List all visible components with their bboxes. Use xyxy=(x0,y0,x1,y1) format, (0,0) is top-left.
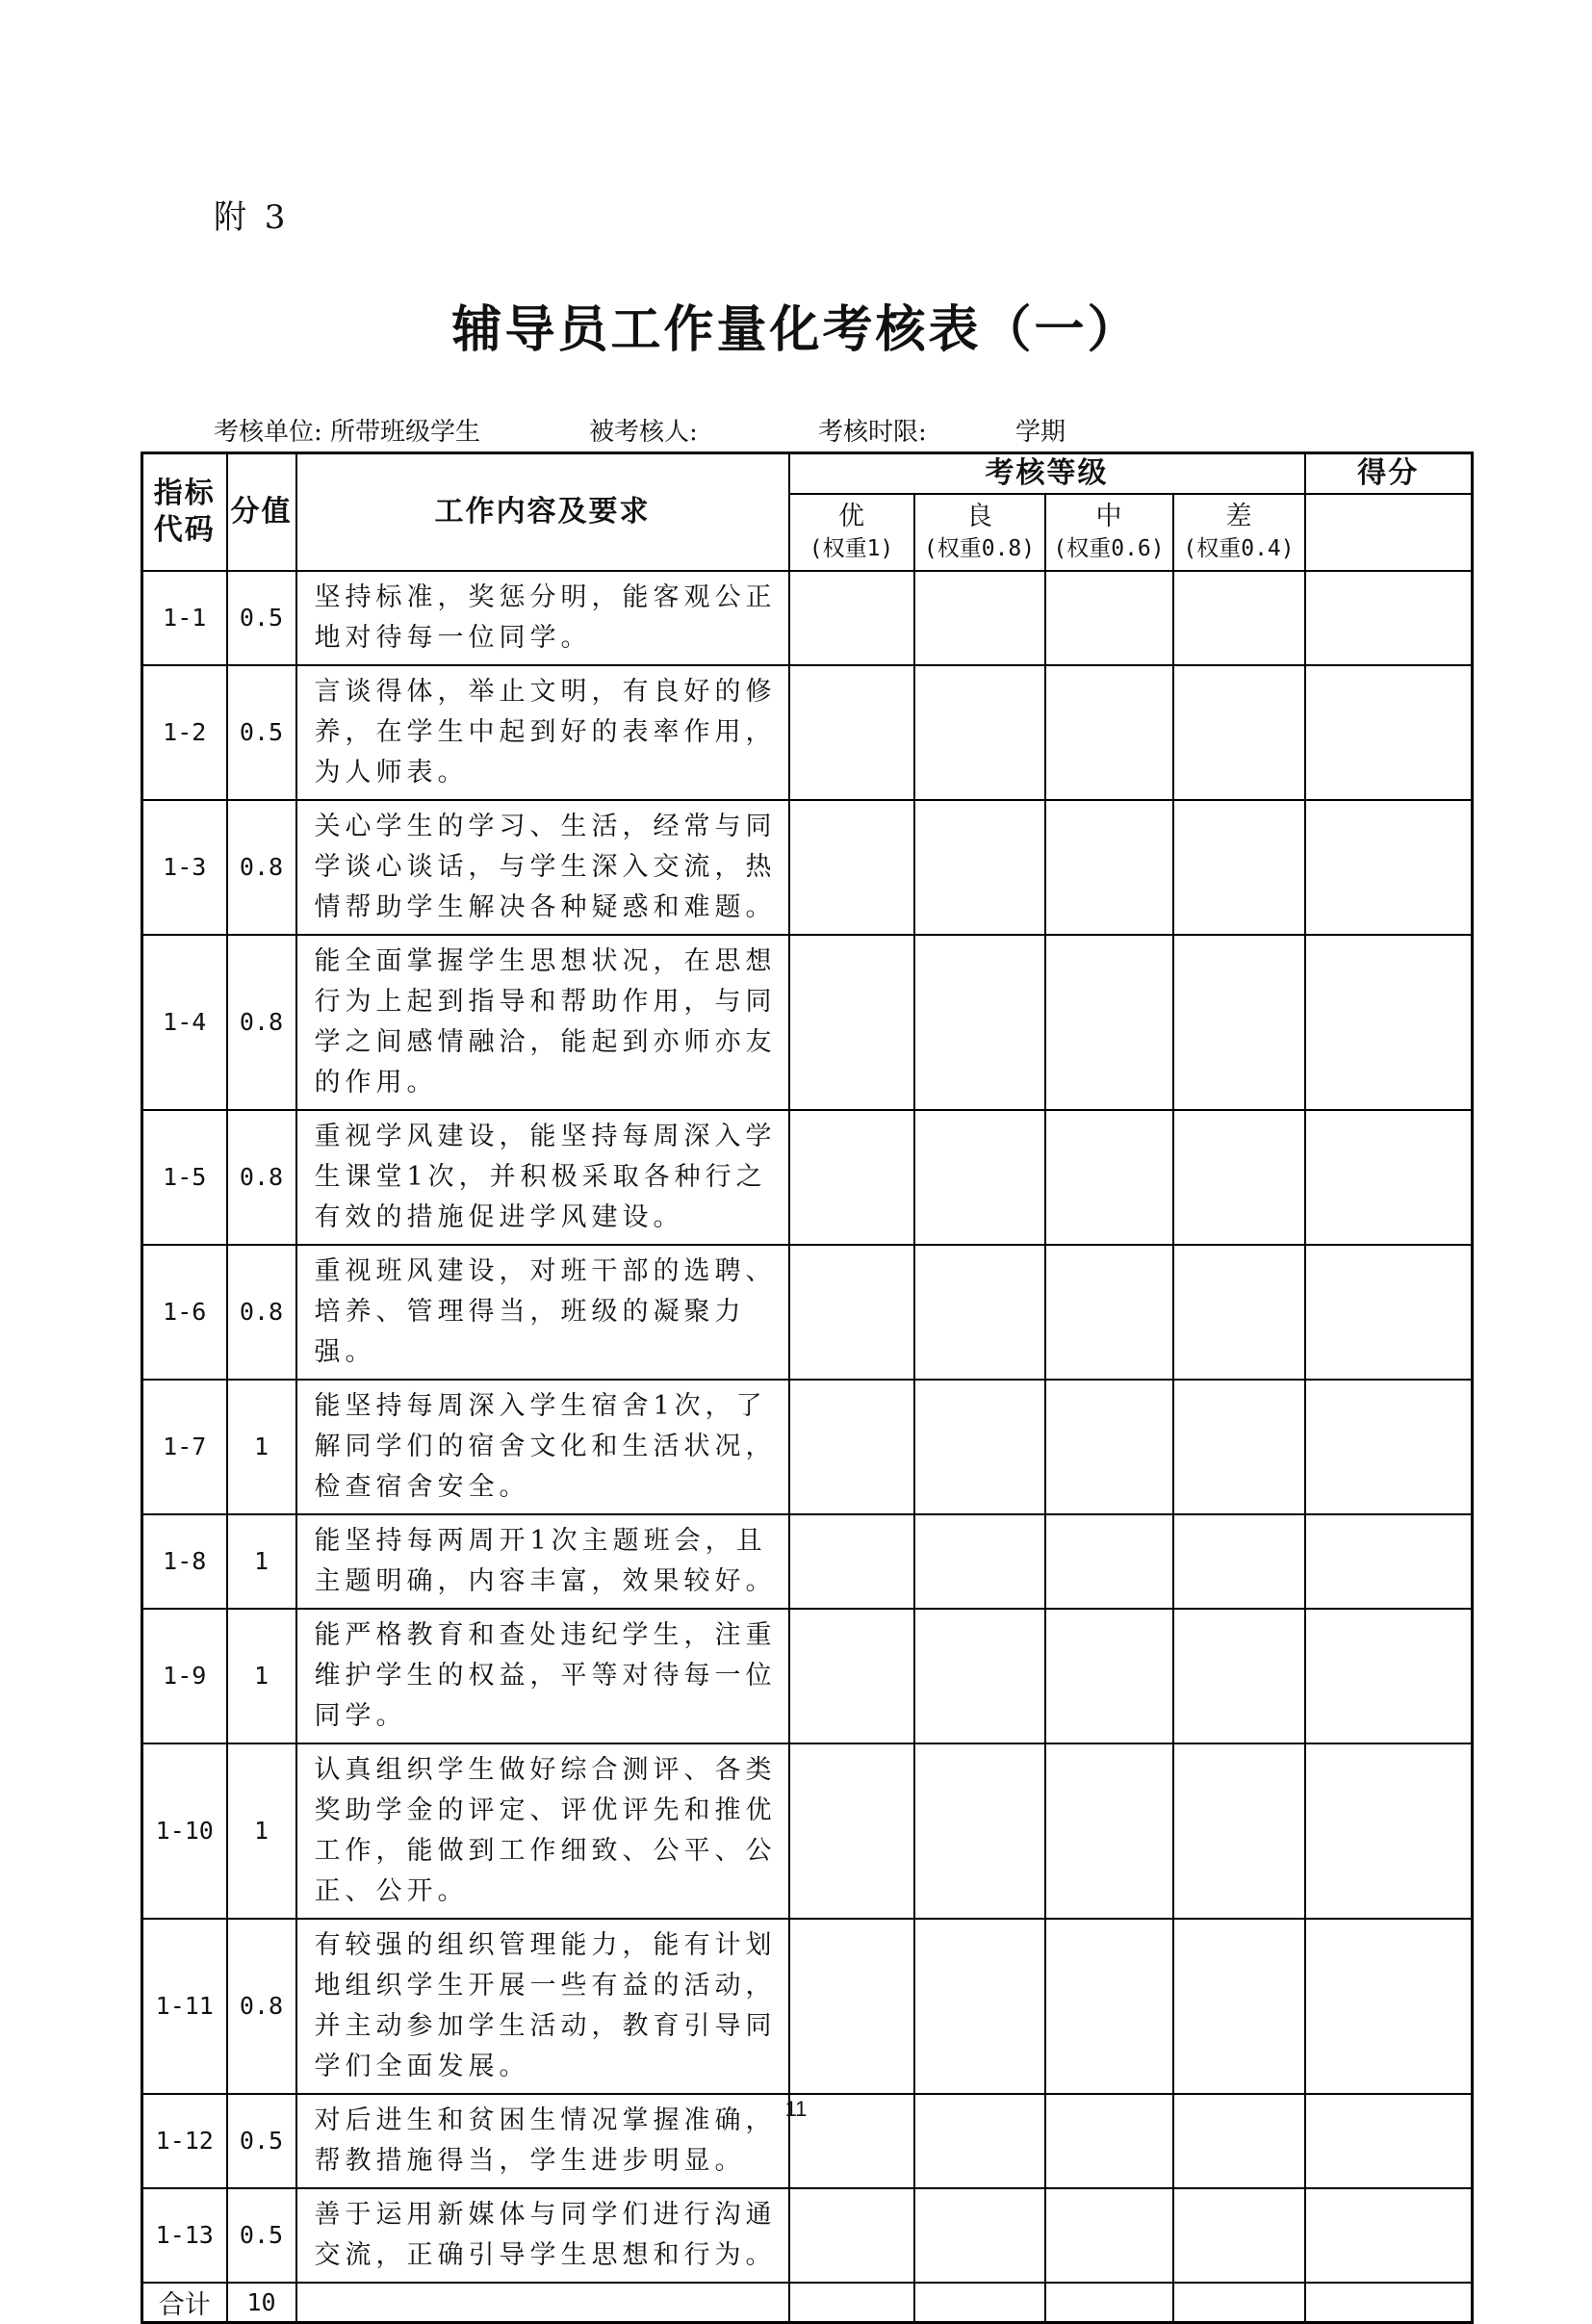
grade-cell-3[interactable] xyxy=(1173,1110,1305,1245)
assessed-person-label: 被考核人: xyxy=(589,418,698,447)
result-cell[interactable] xyxy=(1305,665,1473,800)
work-requirement: 认真组织学生做好综合测评、各类奖助学金的评定、评优评先和推优工作，能做到工作细致、公平、公正、公开。 xyxy=(296,1743,789,1919)
grade-cell-1[interactable] xyxy=(914,800,1045,935)
grade-cell-3[interactable] xyxy=(1173,935,1305,1110)
indicator-score: 0.5 xyxy=(227,571,296,665)
table-row xyxy=(142,1245,1473,1380)
indicator-score: 0.8 xyxy=(227,1110,296,1245)
grade-cell-2[interactable] xyxy=(1045,1743,1173,1919)
indicator-code: 1-12 xyxy=(142,2094,227,2188)
result-cell[interactable] xyxy=(1305,1245,1473,1380)
grade-cell-0[interactable] xyxy=(789,1245,914,1380)
indicator-score: 1 xyxy=(227,1380,296,1514)
indicator-score: 0.8 xyxy=(227,1245,296,1380)
grade-cell-1[interactable] xyxy=(914,1245,1045,1380)
table-row xyxy=(142,571,1473,665)
indicator-code: 1-8 xyxy=(142,1514,227,1609)
result-cell[interactable] xyxy=(1305,2188,1473,2283)
total-grade-3[interactable] xyxy=(1173,2283,1305,2323)
grade-weight: (权重0.4) xyxy=(1183,535,1295,561)
result-cell[interactable] xyxy=(1305,571,1473,665)
header-grade-1 xyxy=(914,494,1045,571)
total-grade-1[interactable] xyxy=(914,2283,1045,2323)
result-cell[interactable] xyxy=(1305,1380,1473,1514)
indicator-code: 1-11 xyxy=(142,1919,227,2094)
grade-cell-1[interactable] xyxy=(914,1609,1045,1743)
result-cell[interactable] xyxy=(1305,935,1473,1110)
table-row xyxy=(142,800,1473,935)
grade-name: 良 xyxy=(966,501,992,531)
indicator-code: 1-1 xyxy=(142,571,227,665)
total-score: 10 xyxy=(227,2283,296,2323)
table-row xyxy=(142,935,1473,1110)
indicator-code: 1-2 xyxy=(142,665,227,800)
total-grade-2[interactable] xyxy=(1045,2283,1173,2323)
work-requirement: 重视学风建设，能坚持每周深入学生课堂1次，并积极采取各种行之有效的措施促进学风建设。 xyxy=(296,1110,789,1245)
page-number: 11 xyxy=(784,2097,808,2121)
grade-name: 中 xyxy=(1095,501,1122,531)
total-content-blank xyxy=(296,2283,789,2323)
indicator-score: 0.5 xyxy=(227,2094,296,2188)
table-row xyxy=(142,1919,1473,2094)
grade-cell-1[interactable] xyxy=(914,665,1045,800)
result-cell[interactable] xyxy=(1305,1514,1473,1609)
table-row xyxy=(142,2188,1473,2283)
indicator-code: 1-6 xyxy=(142,1245,227,1380)
indicator-code: 1-9 xyxy=(142,1609,227,1743)
grade-cell-0[interactable] xyxy=(789,2188,914,2283)
table-row xyxy=(142,1110,1473,1245)
grade-cell-0[interactable] xyxy=(789,1514,914,1609)
work-requirement: 能全面掌握学生思想状况，在思想行为上起到指导和帮助作用，与同学之间感情融洽，能起到亦师亦友的作用。 xyxy=(296,935,789,1110)
table-row xyxy=(142,665,1473,800)
grade-cell-2[interactable] xyxy=(1045,2188,1173,2283)
work-requirement: 有较强的组织管理能力，能有计划地组织学生开展一些有益的活动，并主动参加学生活动，教育引导同学们全面发展。 xyxy=(296,1919,789,2094)
grade-cell-3[interactable] xyxy=(1173,665,1305,800)
indicator-score: 0.8 xyxy=(227,800,296,935)
grade-cell-3[interactable] xyxy=(1173,1514,1305,1609)
indicator-code: 1-4 xyxy=(142,935,227,1110)
grade-weight: (权重0.6) xyxy=(1053,535,1165,561)
result-cell[interactable] xyxy=(1305,1743,1473,1919)
grade-cell-0[interactable] xyxy=(789,1743,914,1919)
term-label: 学期 xyxy=(1015,418,1066,447)
indicator-code: 1-3 xyxy=(142,800,227,935)
header-result: 得分 xyxy=(1305,453,1473,494)
header-result-blank xyxy=(1305,494,1473,571)
assessment-unit: 考核单位: 所带班级学生 xyxy=(214,418,481,447)
grade-name: 优 xyxy=(838,501,864,531)
work-requirement: 善于运用新媒体与同学们进行沟通交流，正确引导学生思想和行为。 xyxy=(296,2188,789,2283)
grade-cell-0[interactable] xyxy=(789,800,914,935)
work-requirement: 对后进生和贫困生情况掌握准确，帮教措施得当，学生进步明显。 xyxy=(296,2094,789,2188)
grade-cell-1[interactable] xyxy=(914,1110,1045,1245)
grade-cell-3[interactable] xyxy=(1173,1245,1305,1380)
table-row xyxy=(142,1514,1473,1609)
grade-cell-0[interactable] xyxy=(789,935,914,1110)
grade-cell-3[interactable] xyxy=(1173,800,1305,935)
header-grade-3 xyxy=(1173,494,1305,571)
result-cell[interactable] xyxy=(1305,1609,1473,1743)
header-grade-0 xyxy=(789,494,914,571)
grade-cell-2[interactable] xyxy=(1045,1110,1173,1245)
grade-cell-2[interactable] xyxy=(1045,1245,1173,1380)
work-requirement: 重视班风建设，对班干部的选聘、培养、管理得当，班级的凝聚力强。 xyxy=(296,1245,789,1380)
indicator-code: 1-5 xyxy=(142,1110,227,1245)
indicator-score: 1 xyxy=(227,1514,296,1609)
grade-cell-2[interactable] xyxy=(1045,1609,1173,1743)
grade-cell-1[interactable] xyxy=(914,935,1045,1110)
total-grade-0[interactable] xyxy=(789,2283,914,2323)
work-requirement: 关心学生的学习、生活，经常与同学谈心谈话，与学生深入交流，热情帮助学生解决各种疑惑和难题。 xyxy=(296,800,789,935)
grade-cell-3[interactable] xyxy=(1173,1919,1305,2094)
table-row xyxy=(142,1380,1473,1514)
annex-label: 附 3 xyxy=(214,198,290,237)
result-cell[interactable] xyxy=(1305,800,1473,935)
grade-name: 差 xyxy=(1225,501,1252,531)
total-label: 合计 xyxy=(142,2283,227,2323)
grade-cell-0[interactable] xyxy=(789,665,914,800)
grade-cell-3[interactable] xyxy=(1173,1743,1305,1919)
grade-cell-1[interactable] xyxy=(914,1380,1045,1514)
page-title: 辅导员工作量化考核表（一） xyxy=(451,300,1141,359)
header-score: 分值 xyxy=(227,453,296,571)
grade-cell-0[interactable] xyxy=(789,1609,914,1743)
grade-cell-1[interactable] xyxy=(914,1514,1045,1609)
indicator-code: 1-10 xyxy=(142,1743,227,1919)
assessment-period-label: 考核时限: xyxy=(818,418,927,447)
grade-cell-3[interactable] xyxy=(1173,2188,1305,2283)
indicator-score: 1 xyxy=(227,1743,296,1919)
grade-cell-0[interactable] xyxy=(789,571,914,665)
grade-cell-3[interactable] xyxy=(1173,1609,1305,1743)
indicator-score: 1 xyxy=(227,1609,296,1743)
grade-cell-0[interactable] xyxy=(789,1919,914,2094)
header-code: 指标代码 xyxy=(142,453,227,571)
grade-cell-1[interactable] xyxy=(914,1919,1045,2094)
indicator-score: 0.5 xyxy=(227,665,296,800)
work-requirement: 言谈得体，举止文明，有良好的修养，在学生中起到好的表率作用，为人师表。 xyxy=(296,665,789,800)
grade-cell-2[interactable] xyxy=(1045,1514,1173,1609)
grade-weight: (权重0.8) xyxy=(923,535,1036,561)
indicator-score: 0.8 xyxy=(227,1919,296,2094)
header-content: 工作内容及要求 xyxy=(296,453,789,571)
result-cell[interactable] xyxy=(1305,1919,1473,2094)
table-row xyxy=(142,1609,1473,1743)
header-grade-2 xyxy=(1045,494,1173,571)
grade-cell-2[interactable] xyxy=(1045,571,1173,665)
grade-weight: (权重1) xyxy=(809,535,894,561)
assessment-table xyxy=(141,452,1474,2324)
total-row xyxy=(142,2283,1473,2323)
grade-cell-2[interactable] xyxy=(1045,1380,1173,1514)
grade-cell-2[interactable] xyxy=(1045,800,1173,935)
grade-cell-2[interactable] xyxy=(1045,1919,1173,2094)
result-cell[interactable] xyxy=(1305,1110,1473,1245)
work-requirement: 能坚持每周深入学生宿舍1次，了解同学们的宿舍文化和生活状况，检查宿舍安全。 xyxy=(296,1380,789,1514)
grade-cell-0[interactable] xyxy=(789,1110,914,1245)
table-row xyxy=(142,1743,1473,1919)
grade-cell-3[interactable] xyxy=(1173,571,1305,665)
grade-cell-2[interactable] xyxy=(1045,665,1173,800)
indicator-code: 1-7 xyxy=(142,1380,227,1514)
grade-cell-2[interactable] xyxy=(1045,935,1173,1110)
work-requirement: 能严格教育和查处违纪学生，注重维护学生的权益，平等对待每一位同学。 xyxy=(296,1609,789,1743)
indicator-score: 0.5 xyxy=(227,2188,296,2283)
grade-cell-0[interactable] xyxy=(789,1380,914,1514)
total-result[interactable] xyxy=(1305,2283,1473,2323)
grade-cell-3[interactable] xyxy=(1173,1380,1305,1514)
work-requirement: 能坚持每两周开1次主题班会，且主题明确，内容丰富，效果较好。 xyxy=(296,1514,789,1609)
grade-cell-1[interactable] xyxy=(914,571,1045,665)
grade-cell-1[interactable] xyxy=(914,1743,1045,1919)
indicator-code: 1-13 xyxy=(142,2188,227,2283)
work-requirement: 坚持标准，奖惩分明，能客观公正地对待每一位同学。 xyxy=(296,571,789,665)
header-grade-group: 考核等级 xyxy=(789,453,1305,494)
indicator-score: 0.8 xyxy=(227,935,296,1110)
grade-cell-1[interactable] xyxy=(914,2188,1045,2283)
